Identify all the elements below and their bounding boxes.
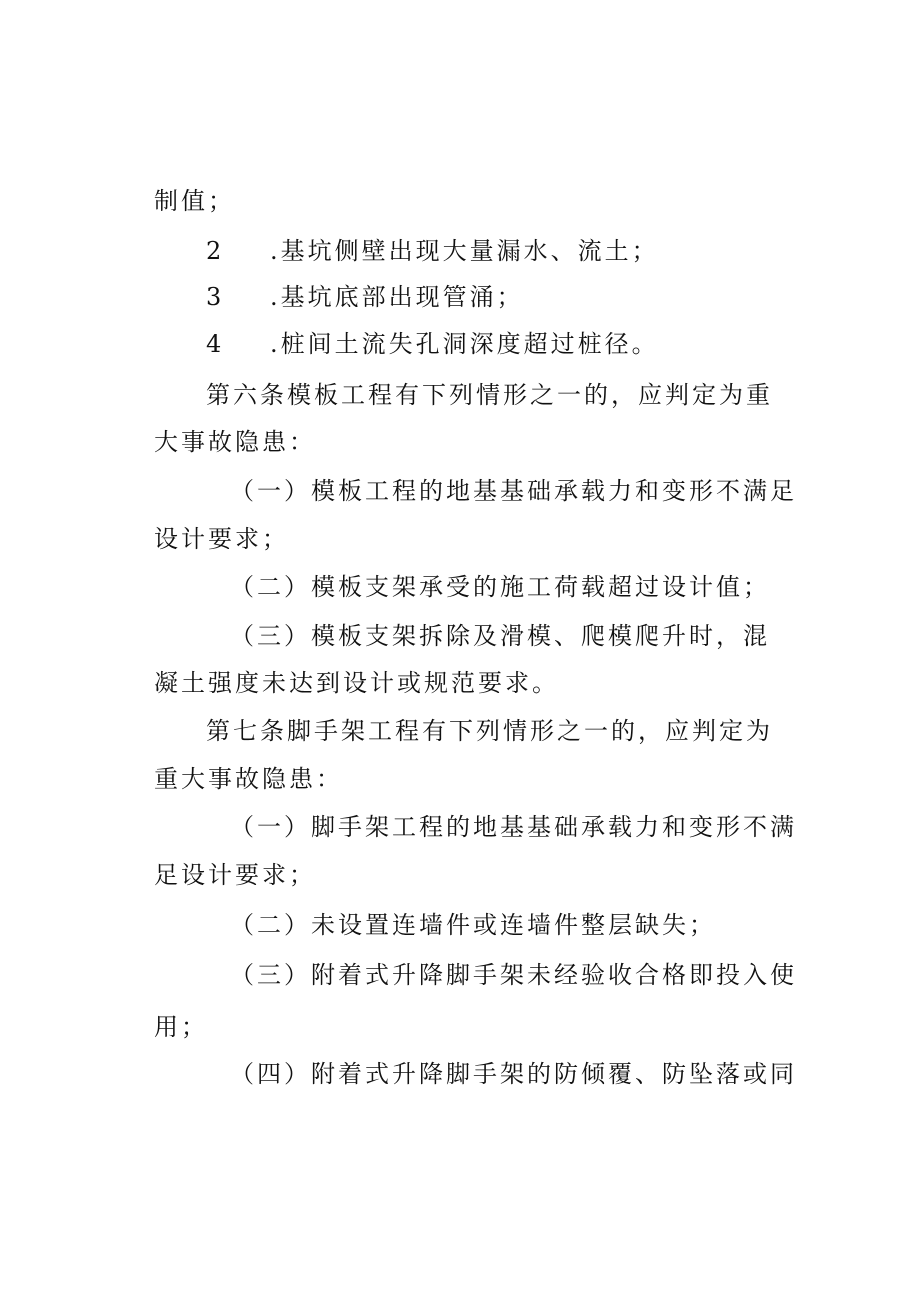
- list-item-text: .基坑底部出现管涌；: [270, 283, 524, 311]
- clause-text: （一）模板工程的地基基础承载力和变形不满足: [230, 477, 797, 505]
- text-line: 凝土强度未达到设计或规范要求。: [154, 669, 559, 697]
- clause-text: （二）模板支架承受的施工荷载超过设计值；: [230, 573, 770, 601]
- list-number: 2: [206, 237, 222, 265]
- list-item-text: .桩间土流失孔洞深度超过桩径。: [270, 330, 659, 358]
- clause-text: （二）未设置连墙件或连墙件整层缺失；: [230, 911, 716, 939]
- text-line: 设计要求；: [154, 525, 289, 553]
- clause-text: （三）模板支架拆除及滑模、爬模爬升时，混: [230, 622, 770, 650]
- text-line: 足设计要求；: [154, 861, 316, 889]
- clause-text: （一）脚手架工程的地基基础承载力和变形不满: [230, 813, 797, 841]
- clause-text: （三）附着式升降脚手架未经验收合格即投入使: [230, 961, 797, 989]
- list-number: 4: [206, 330, 222, 358]
- text-line: 重大事故隐患：: [154, 765, 343, 793]
- article-7-heading: 第七条脚手架工程有下列情形之一的，应判定为: [206, 717, 773, 745]
- text-line: 制值；: [154, 187, 235, 215]
- article-6-heading: 第六条模板工程有下列情形之一的，应判定为重: [206, 381, 773, 409]
- text-line: 大事故隐患：: [154, 428, 316, 456]
- clause-text: （四）附着式升降脚手架的防倾覆、防坠落或同: [230, 1060, 797, 1088]
- text-line: 用；: [154, 1013, 208, 1041]
- list-item-text: .基坑侧壁出现大量漏水、流土；: [270, 237, 659, 265]
- list-number: 3: [206, 283, 222, 311]
